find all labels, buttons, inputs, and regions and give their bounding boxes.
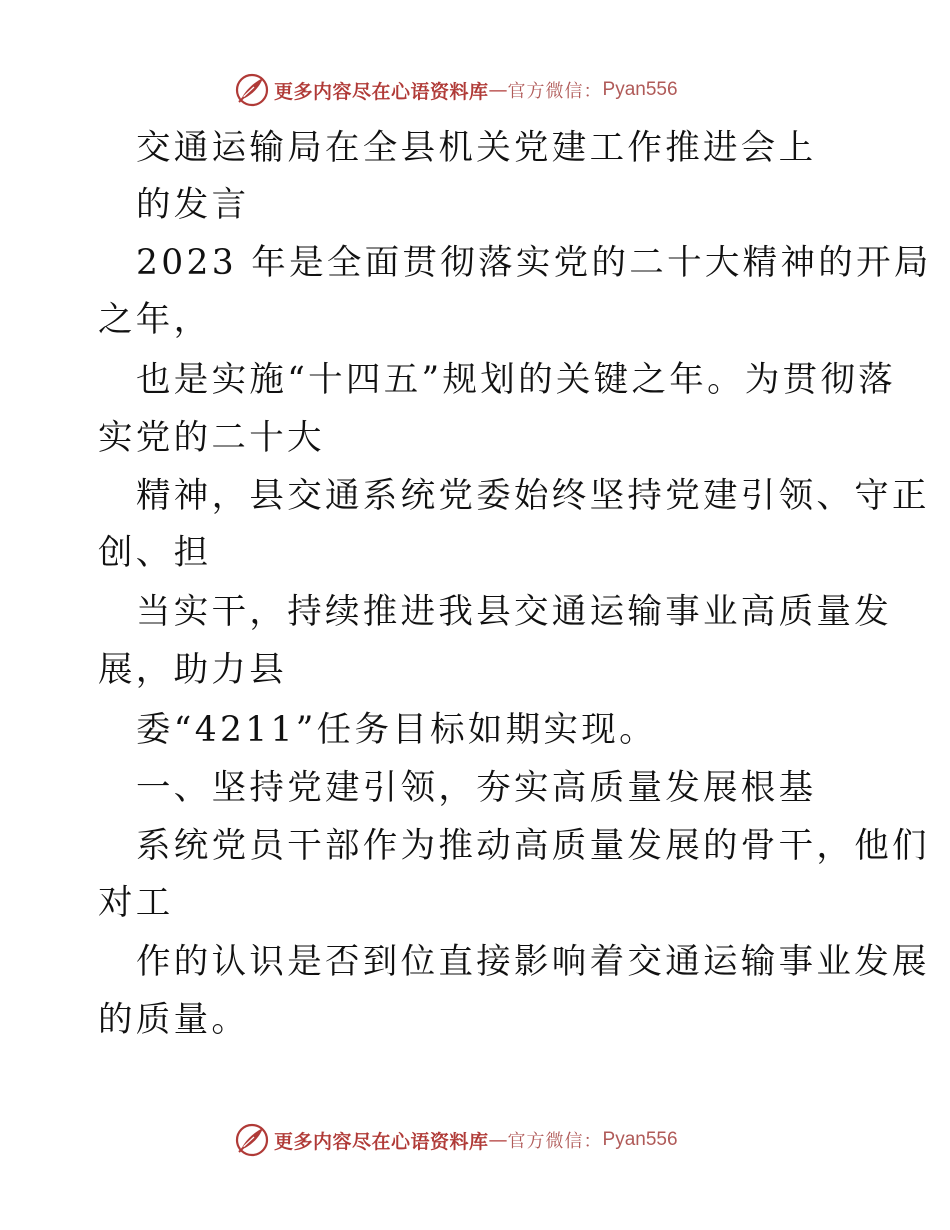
paragraph-line: 系统党员干部作为推动高质量发展的骨干，他们 <box>136 826 930 866</box>
feather-pen-icon <box>234 72 270 108</box>
watermark-wechat-label: 官方微信： <box>507 1131 603 1152</box>
paragraph-line: 当实干，持续推进我县交通运输事业高质量发 <box>136 592 892 632</box>
watermark-text: 更多内容尽在心语资料库 <box>274 1130 489 1153</box>
paragraph-line: 也是实施“十四五”规划的关键之年。为贯彻落 <box>136 360 897 400</box>
watermark-dash: — <box>488 79 508 101</box>
watermark-wechat-id: Pyan556 <box>602 79 678 100</box>
paragraph-line: 展，助力县 <box>98 650 287 690</box>
paragraph-line: 实党的二十大 <box>98 418 325 458</box>
watermark-wechat-id: Pyan556 <box>602 1129 678 1150</box>
paragraph-line: 2023 年是全面贯彻落实党的二十大精神的开局 <box>136 243 932 283</box>
section-heading: 一、坚持党建引领，夯实高质量发展根基 <box>136 768 817 808</box>
watermark-dash: — <box>488 1129 508 1151</box>
title-line-1: 交通运输局在全县机关党建工作推进会上 <box>136 128 817 168</box>
paragraph-line: 作的认识是否到位直接影响着交通运输事业发展 <box>136 942 930 982</box>
paragraph-line: 对工 <box>98 883 174 923</box>
paragraph-line: 的质量。 <box>98 1000 250 1040</box>
title-line-2: 的发言 <box>136 185 250 225</box>
watermark-wechat-label: 官方微信： <box>507 81 603 102</box>
paragraph-line: 委“4211”任务目标如期实现。 <box>136 710 657 750</box>
paragraph-line: 精神，县交通系统党委始终坚持党建引领、守正 <box>136 476 930 516</box>
paragraph-line: 之年， <box>98 300 212 340</box>
paragraph-line: 创、担 <box>98 533 212 573</box>
watermark-header <box>0 70 950 110</box>
watermark-footer <box>0 1120 950 1160</box>
watermark-text: 更多内容尽在心语资料库 <box>274 80 489 103</box>
feather-pen-icon <box>234 1122 270 1158</box>
